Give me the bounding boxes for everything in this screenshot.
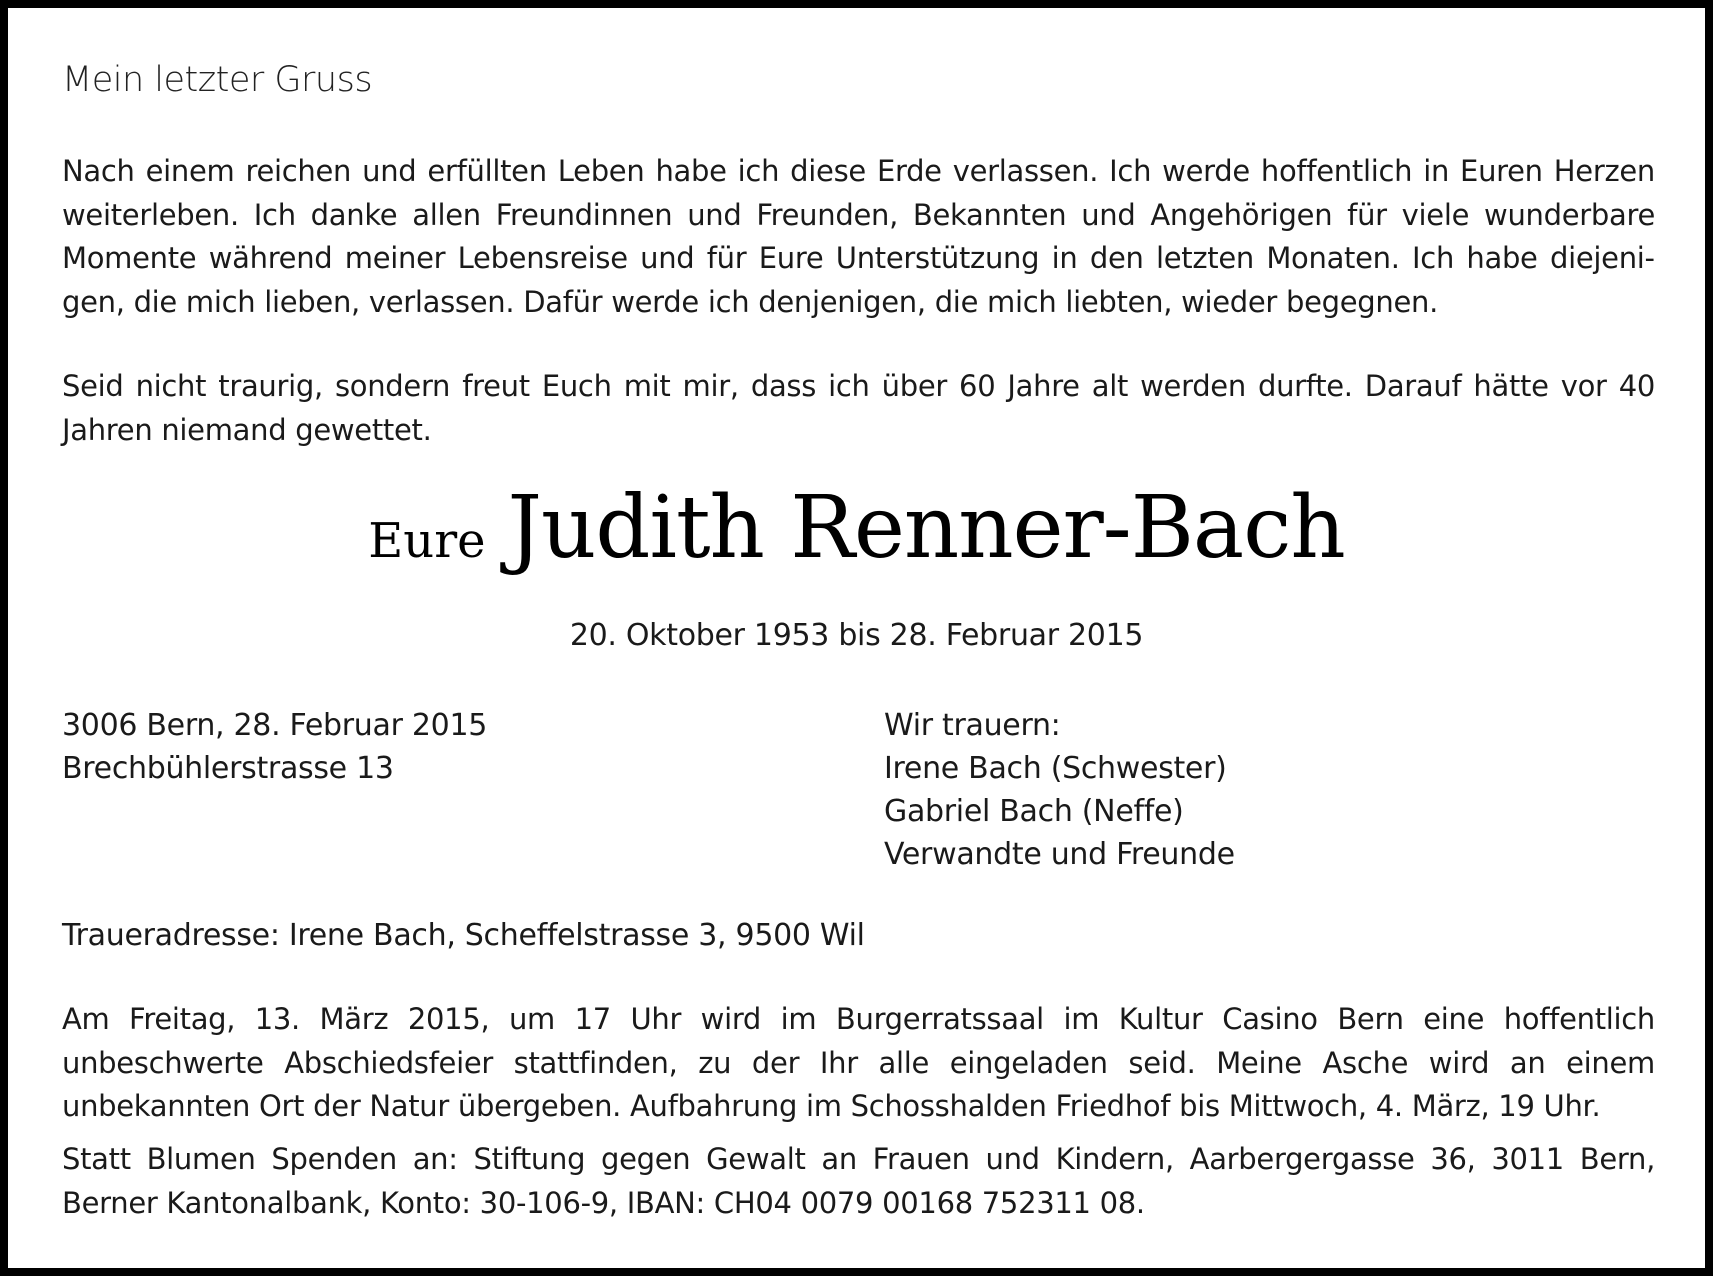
donations-paragraph: Statt Blumen Spenden an: Stiftung gegen Gewalt an Frauen und Kindern, Aarbergergasse 36, 3011 Bern, Berner Kantonalbank, Konto: 30-106-9, IBAN: CH04 0079 00168 752311 08. bbox=[62, 1142, 1655, 1220]
deceased-name bbox=[8, 478, 1705, 578]
ceremony-paragraph: Am Freitag, 13. März 2015, um 17 Uhr wird im Burgerratssaal im Kultur Casino Bern eine hoffentlich unbeschwerte Abschiedsfeier stattfinden, zu der Ihr alle eingeladen seid. Meine Asche wird an einem unbekannten Ort der Natur übergeben. Aufbahrung im Schosshalden Friedhof bis Mittwoch, 4. März, 19 Uhr. bbox=[62, 1002, 1655, 1123]
name-prefix: Eure bbox=[368, 513, 486, 569]
street-address: Brechbühlerstrasse 13 bbox=[62, 751, 394, 786]
mourner-item: Gabriel Bach (Neffe) bbox=[884, 794, 1184, 829]
mourners-list bbox=[884, 704, 1235, 876]
greeting-heading: Mein letzter Gruss bbox=[62, 60, 373, 100]
obituary-notice bbox=[8, 8, 1705, 1268]
mourner-item: Irene Bach (Schwester) bbox=[884, 751, 1227, 786]
place-date: 3006 Bern, 28. Februar 2015 bbox=[62, 708, 488, 743]
mourner-names bbox=[884, 747, 1235, 876]
mourner-item: Verwandte und Freunde bbox=[884, 837, 1235, 872]
farewell-paragraph: Nach einem reichen und erfüllten Leben habe ich diese Erde verlassen. Ich werde hoffentlich in Euren Herzen weiterleben. Ich danke allen Freundinnen und Freunden, Bekannten und Angehörigen für viele wunderbare Momente während meiner Lebensreise und für Eure Unterstützung in den letzten Monaten. Ich habe diejenigen, die mich lieben, verlassen. Dafür werde ich denjenigen, die mich liebten, wieder begegnen. bbox=[62, 154, 1655, 319]
mourning-address: Traueradresse: Irene Bach, Scheffelstrasse 3, 9500 Wil bbox=[62, 918, 865, 953]
mourners-heading: Wir trauern: bbox=[884, 708, 1061, 743]
full-name: Judith Renner-Bach bbox=[507, 478, 1345, 578]
encouragement-paragraph: Seid nicht traurig, sondern freut Euch mit mir, dass ich über 60 Jahre alt werden durfte. Darauf hätte vor 40 Jahren niemand gewettet. bbox=[62, 369, 1655, 447]
home-address bbox=[62, 704, 487, 790]
lifespan-dates: 20. Oktober 1953 bis 28. Februar 2015 bbox=[569, 618, 1144, 653]
